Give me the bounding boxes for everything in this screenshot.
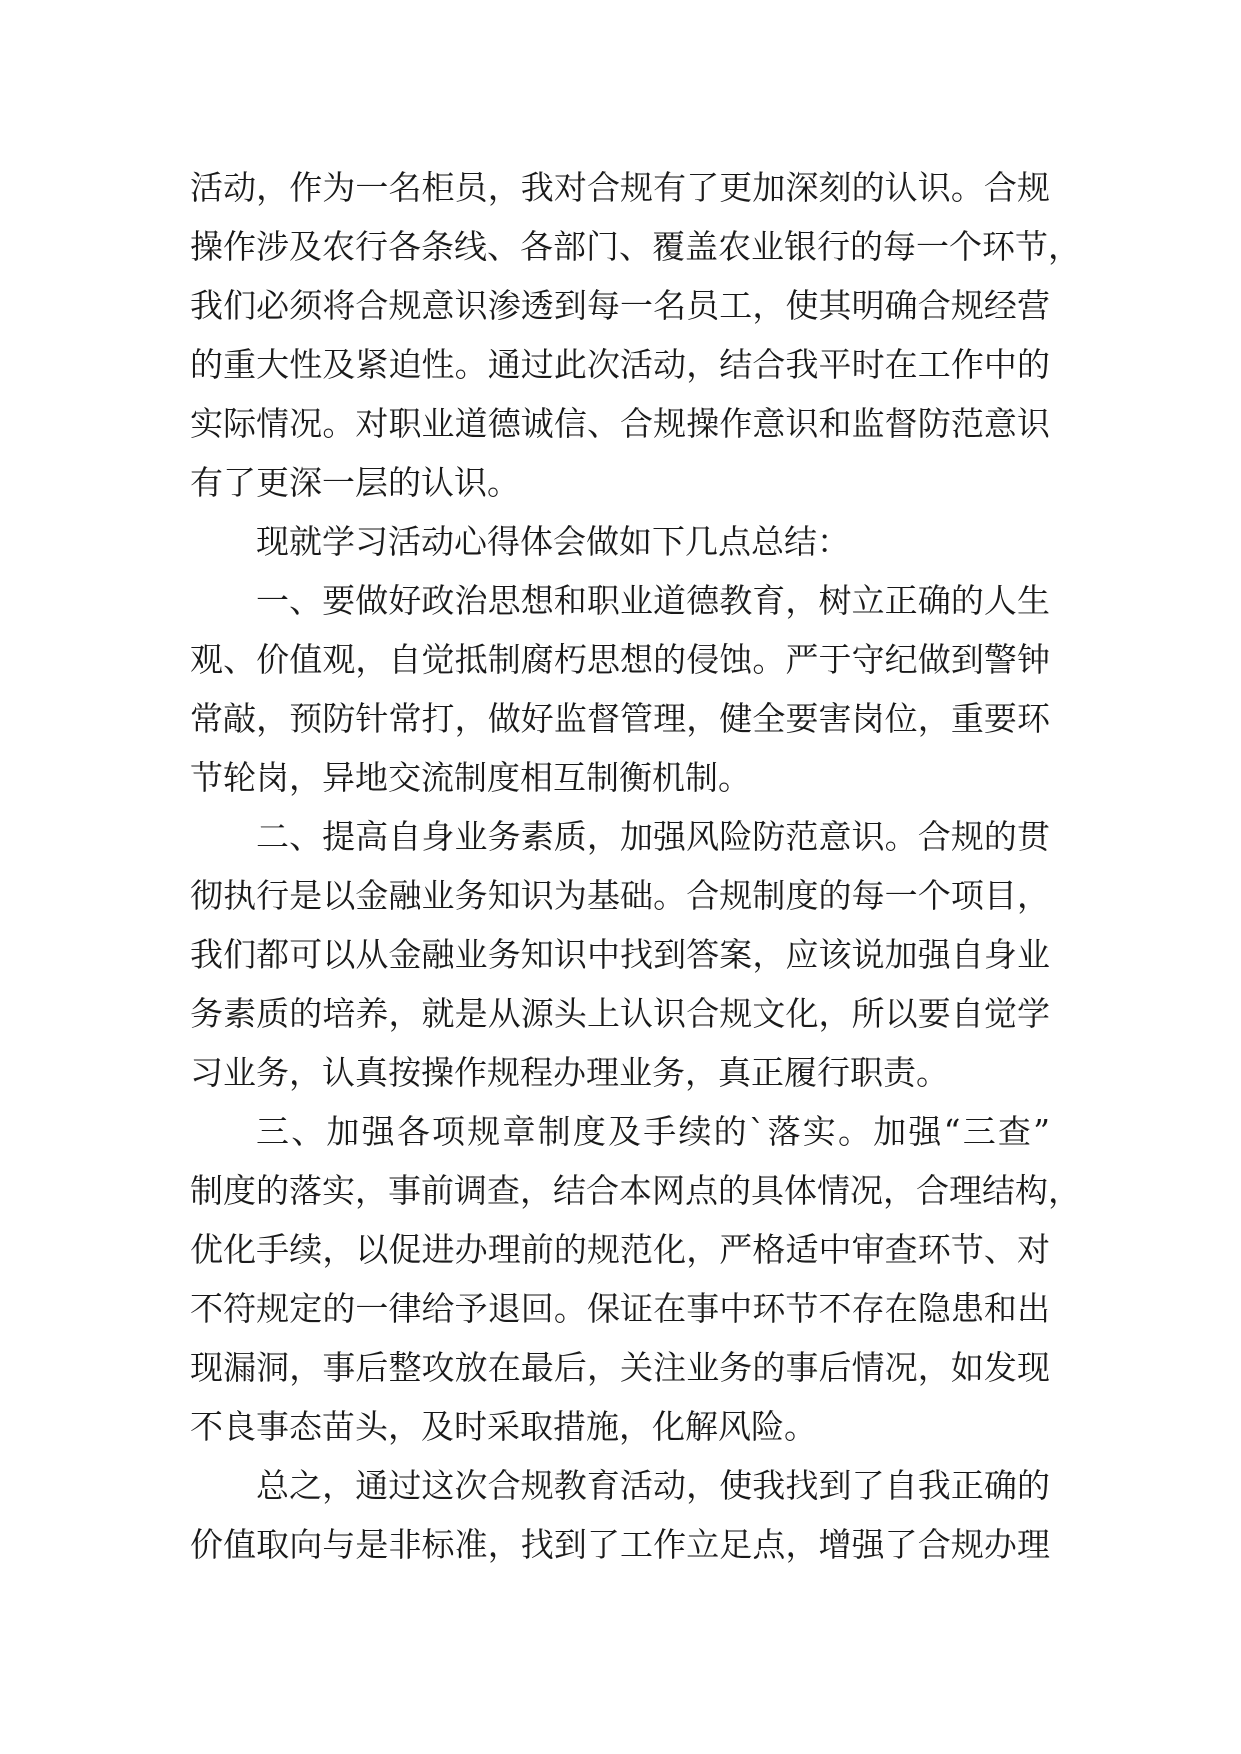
text-line: 我们必须将合规意识渗透到每一名员工，使其明确合规经营 (190, 286, 1050, 325)
text-line: 彻执行是以金融业务知识为基础。合规制度的每一个项目， (190, 876, 1050, 915)
text-line: 现就学习活动心得体会做如下几点总结： (256, 522, 850, 561)
text-line: 实际情况。对职业道德诚信、合规操作意识和监督防范意识 (190, 404, 1050, 443)
text-line: 现漏洞，事后整攻放在最后，关注业务的事后情况，如发现 (190, 1348, 1050, 1387)
text-line: 不符规定的一律给予退回。保证在事中环节不存在隐患和出 (190, 1289, 1050, 1328)
text-line: 优化手续，以促进办理前的规范化，严格适中审查环节、对 (190, 1230, 1050, 1269)
text-line: 习业务，认真按操作规程办理业务，真正履行职责。 (190, 1053, 949, 1092)
text-line: 务素质的培养，就是从源头上认识合规文化，所以要自觉学 (190, 994, 1050, 1033)
text-line: 三、加强各项规章制度及手续的`落实。加强“三查” (256, 1112, 1050, 1151)
text-line: 总之，通过这次合规教育活动，使我找到了自我正确的 (256, 1466, 1050, 1505)
text-line: 操作涉及农行各条线、各部门、覆盖农业银行的每一个环节， (190, 227, 1081, 266)
text-line: 我们都可以从金融业务知识中找到答案，应该说加强自身业 (190, 935, 1050, 974)
text-line: 常敲，预防针常打，做好监督管理，健全要害岗位，重要环 (190, 699, 1050, 738)
text-line: 制度的落实，事前调查，结合本网点的具体情况，合理结构， (190, 1171, 1081, 1210)
text-line: 不良事态苗头，及时采取措施，化解风险。 (190, 1407, 817, 1446)
text-line: 二、提高自身业务素质，加强风险防范意识。合规的贯 (256, 817, 1050, 856)
text-line: 观、价值观，自觉抵制腐朽思想的侵蚀。严于守纪做到警钟 (190, 640, 1050, 679)
text-line: 有了更深一层的认识。 (190, 463, 520, 502)
text-line: 价值取向与是非标准，找到了工作立足点，增强了合规办理 (190, 1525, 1050, 1564)
text-line: 一、要做好政治思想和职业道德教育，树立正确的人生 (256, 581, 1050, 620)
text-line: 的重大性及紧迫性。通过此次活动，结合我平时在工作中的 (190, 345, 1050, 384)
text-line: 活动，作为一名柜员，我对合规有了更加深刻的认识。合规 (190, 168, 1050, 207)
text-line: 节轮岗，异地交流制度相互制衡机制。 (190, 758, 751, 797)
